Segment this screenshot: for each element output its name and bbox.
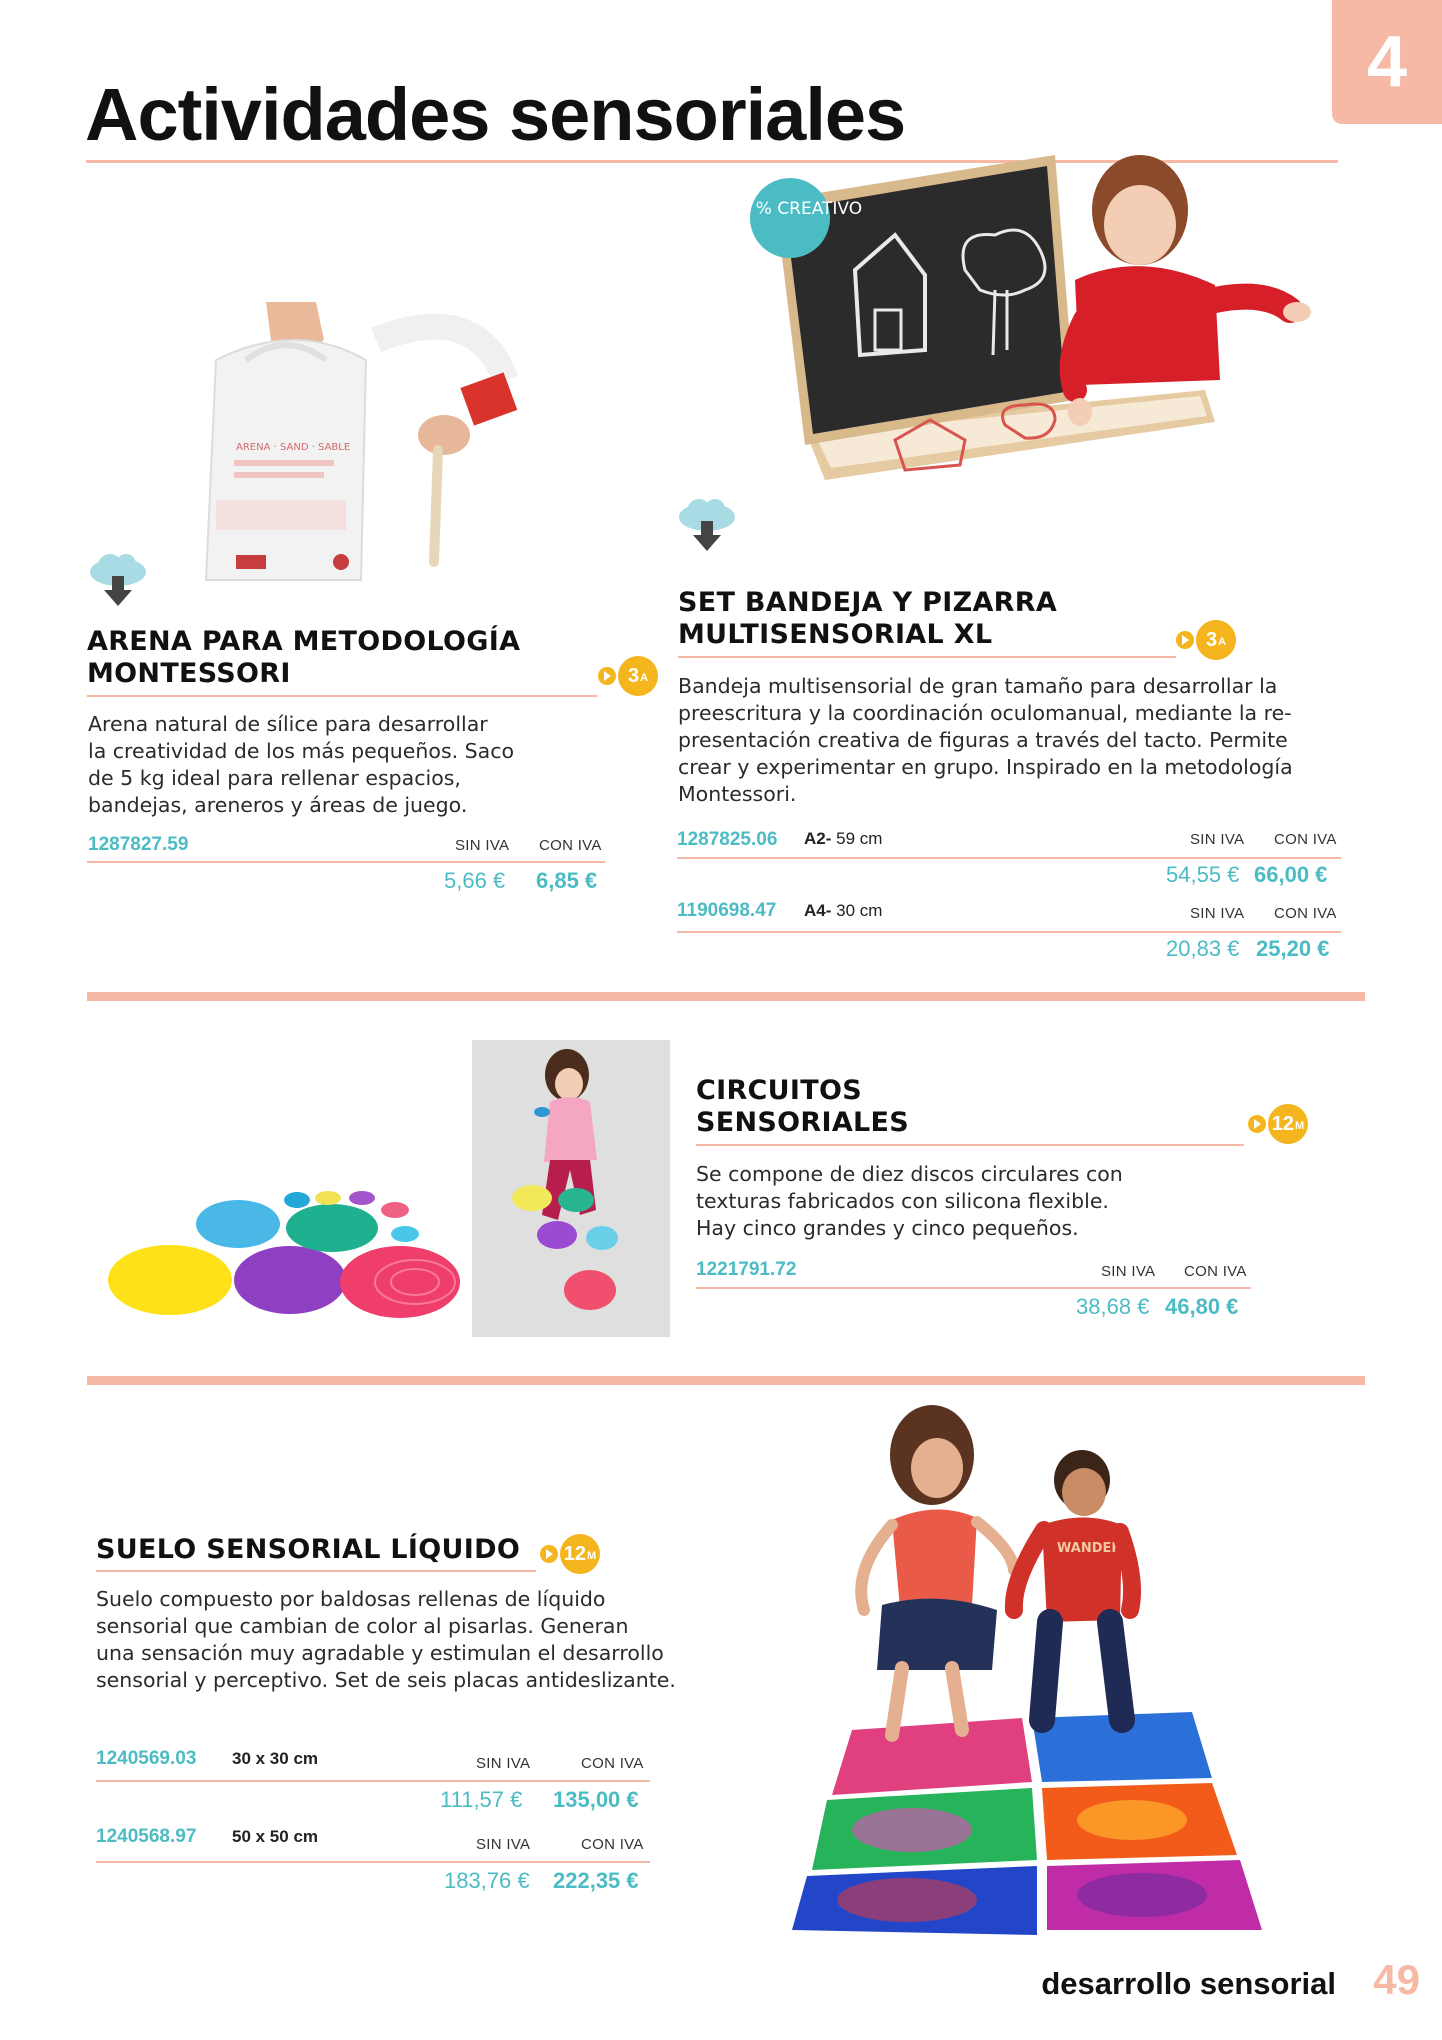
product-title-rule bbox=[96, 1570, 536, 1572]
product-ref[interactable]: 1287827.59 bbox=[88, 834, 189, 855]
arrow-right-icon bbox=[540, 1545, 558, 1563]
con-iva-label: CON IVA bbox=[1184, 1263, 1247, 1280]
age-value: 3 bbox=[627, 664, 640, 687]
price-with-vat: 46,80 € bbox=[1165, 1294, 1239, 1319]
product-title-line: SET BANDEJA Y PIZARRA bbox=[678, 587, 1058, 618]
product-title-line: SENSORIALES bbox=[696, 1107, 910, 1138]
description-line: sensorial y perceptivo. Set de seis placas antideslizante. bbox=[96, 1668, 676, 1692]
variant-code: 50 x 50 cm bbox=[232, 1827, 319, 1846]
age-badge bbox=[1248, 1104, 1308, 1144]
description-line: texturas fabricados con silicona flexible. bbox=[696, 1189, 1109, 1213]
con-iva-label: CON IVA bbox=[1274, 905, 1337, 922]
price-row-rule bbox=[96, 1861, 650, 1863]
arrow-right-icon bbox=[1176, 631, 1194, 649]
price-row-rule bbox=[677, 931, 1341, 933]
sin-iva-label: SIN IVA bbox=[1101, 1263, 1156, 1280]
age-circle bbox=[1196, 620, 1236, 660]
product-ref[interactable]: 1240569.03 bbox=[96, 1748, 197, 1769]
con-iva-label: CON IVA bbox=[581, 1836, 644, 1853]
product-title-line: MONTESSORI bbox=[87, 658, 291, 689]
description-line: de 5 kg ideal para rellenar espacios, bbox=[88, 766, 461, 790]
description-line: presentación creativa de figuras a través del tacto. Permite bbox=[678, 728, 1288, 752]
variant-code: A2- bbox=[804, 829, 832, 848]
product-description bbox=[88, 711, 514, 819]
sin-iva-label: SIN IVA bbox=[1190, 831, 1245, 848]
age-unit: A bbox=[1218, 636, 1227, 648]
description-line: la creatividad de los más pequeños. Saco bbox=[88, 739, 515, 763]
section-divider bbox=[87, 1376, 1365, 1385]
product-title-line: ARENA PARA METODOLOGÍA bbox=[87, 626, 521, 657]
price-row-rule bbox=[677, 857, 1341, 859]
chalkboard-tray-image bbox=[717, 150, 1305, 570]
product-title-line: CIRCUITOS bbox=[696, 1075, 862, 1106]
product-title-rule bbox=[87, 695, 597, 697]
variant-code: A4- bbox=[804, 901, 832, 920]
variant-code: 30 x 30 cm bbox=[232, 1749, 319, 1768]
variant-size: 30 cm bbox=[836, 901, 883, 920]
age-circle bbox=[560, 1534, 600, 1574]
description-line: Bandeja multisensorial de gran tamaño para desarrollar la bbox=[678, 674, 1278, 698]
age-circle bbox=[618, 656, 658, 696]
sin-iva-label: SIN IVA bbox=[1190, 905, 1245, 922]
price-without-vat: 183,76 € bbox=[444, 1868, 530, 1893]
product-title-rule bbox=[678, 656, 1176, 658]
description-line: Hay cinco grandes y cinco pequeños. bbox=[696, 1216, 1079, 1240]
product-ref[interactable]: 1190698.47 bbox=[677, 900, 777, 921]
price-without-vat: 111,57 € bbox=[440, 1787, 523, 1812]
description-line: bandejas, areneros y áreas de juego. bbox=[88, 793, 468, 817]
description-line: Arena natural de sílice para desarrollar bbox=[88, 712, 488, 736]
price-with-vat: 25,20 € bbox=[1256, 936, 1330, 961]
price-without-vat: 38,68 € bbox=[1076, 1294, 1150, 1319]
product-description bbox=[696, 1161, 1123, 1242]
product-description bbox=[678, 673, 1293, 808]
shirt-text: WANDER bbox=[1057, 1541, 1122, 1556]
chapter-tab[interactable]: 4 bbox=[1332, 0, 1442, 124]
product-title-line: MULTISENSORIAL XL bbox=[678, 619, 993, 650]
price-without-vat: 20,83 € bbox=[1166, 936, 1240, 961]
footer-section-name: desarrollo sensorial bbox=[1041, 1966, 1336, 2001]
con-iva-label: CON IVA bbox=[1274, 831, 1337, 848]
price-without-vat: 5,66 € bbox=[444, 868, 506, 893]
age-unit: A bbox=[640, 672, 649, 684]
variant-size: 59 cm bbox=[836, 829, 883, 848]
age-unit: M bbox=[1295, 1120, 1305, 1132]
sensory-discs-image bbox=[100, 1180, 470, 1320]
description-line: Se compone de diez discos circulares con bbox=[696, 1162, 1123, 1186]
sand-bag-image bbox=[176, 300, 512, 590]
age-value: 3 bbox=[1205, 628, 1218, 651]
product-title-rule bbox=[696, 1144, 1244, 1146]
description-line: una sensación muy agradable y estimulan el desarrollo bbox=[96, 1641, 664, 1665]
sin-iva-label: SIN IVA bbox=[476, 1755, 531, 1772]
product-title bbox=[678, 587, 1057, 651]
price-with-vat: 66,00 € bbox=[1254, 862, 1328, 887]
price-without-vat: 54,55 € bbox=[1166, 862, 1240, 887]
arrow-right-icon bbox=[1248, 1115, 1266, 1133]
price-row-rule bbox=[96, 1780, 650, 1782]
age-value: 12 bbox=[1271, 1112, 1295, 1135]
age-badge bbox=[598, 656, 658, 696]
svg-text:ARENA · SAND · SABLE: ARENA · SAND · SABLE bbox=[236, 442, 351, 453]
product-title bbox=[87, 626, 520, 690]
age-unit: M bbox=[587, 1550, 597, 1562]
product-title-line: SUELO SENSORIAL LÍQUIDO bbox=[96, 1534, 521, 1565]
age-badge bbox=[1176, 620, 1236, 660]
product-ref[interactable]: 1287825.06 bbox=[677, 829, 778, 850]
description-line: crear y experimentar en grupo. Inspirado en la metodología bbox=[678, 755, 1293, 779]
price-with-vat: 222,35 € bbox=[553, 1868, 639, 1893]
download-cloud-icon[interactable] bbox=[675, 495, 739, 555]
description-line: Suelo compuesto por baldosas rellenas de líquido bbox=[96, 1587, 606, 1611]
age-badge bbox=[540, 1534, 600, 1574]
child-on-discs-image bbox=[472, 1040, 670, 1337]
con-iva-label: CON IVA bbox=[581, 1755, 644, 1772]
description-line: sensorial que cambian de color al pisarlas. Generan bbox=[96, 1614, 629, 1638]
product-title bbox=[96, 1534, 520, 1566]
description-line: Montessori. bbox=[678, 782, 797, 806]
sin-iva-label: SIN IVA bbox=[455, 837, 510, 854]
download-cloud-icon[interactable] bbox=[86, 550, 150, 610]
product-title bbox=[696, 1075, 909, 1139]
page-title: Actividades sensoriales bbox=[85, 73, 906, 156]
product-variant bbox=[232, 1827, 318, 1847]
con-iva-label: CON IVA bbox=[539, 837, 602, 854]
section-divider bbox=[87, 992, 1365, 1001]
arrow-right-icon bbox=[598, 667, 616, 685]
creative-badge-text: 100 % CREATIVO bbox=[717, 199, 863, 219]
age-value: 12 bbox=[563, 1542, 587, 1565]
price-row-rule bbox=[87, 861, 605, 863]
description-line: preescritura y la coordinación oculomanual, mediante la re- bbox=[678, 701, 1292, 725]
liquid-floor-image bbox=[792, 1400, 1282, 1930]
product-variant bbox=[804, 901, 882, 921]
product-variant bbox=[232, 1749, 318, 1769]
product-ref[interactable]: 1221791.72 bbox=[696, 1259, 797, 1280]
product-ref[interactable]: 1240568.97 bbox=[96, 1826, 197, 1847]
product-description bbox=[96, 1586, 676, 1694]
product-variant bbox=[804, 829, 882, 849]
page-number: 49 bbox=[1373, 1956, 1420, 2003]
price-row-rule bbox=[696, 1287, 1251, 1289]
age-circle bbox=[1268, 1104, 1308, 1144]
sin-iva-label: SIN IVA bbox=[476, 1836, 531, 1853]
price-with-vat: 135,00 € bbox=[553, 1787, 639, 1812]
price-with-vat: 6,85 € bbox=[536, 868, 598, 893]
